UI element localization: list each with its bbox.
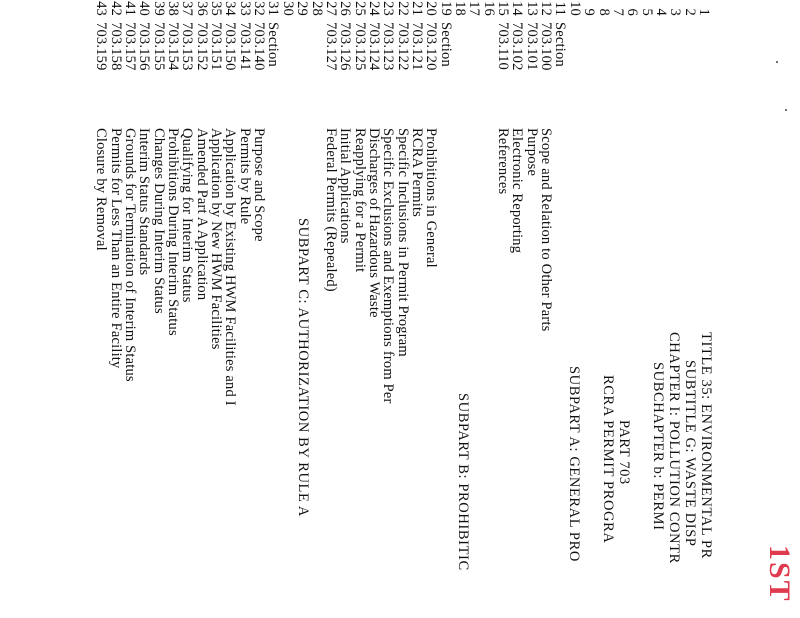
section-title: Initial Applications — [337, 128, 354, 244]
line-number: 19 — [437, 1, 454, 16]
line-number: 37 — [179, 1, 196, 16]
section-title: Application by New HWM Facilities — [208, 128, 225, 350]
section-number: 703.141 — [236, 22, 253, 71]
line-number: 22 — [394, 1, 411, 16]
section-number: 703.101 — [523, 22, 540, 71]
section-number: 703.121 — [409, 22, 425, 71]
first-notice-stamp: 1ST — [763, 545, 796, 603]
section-number: 703.122 — [394, 22, 411, 71]
document-line — [581, 0, 597, 618]
document-line — [208, 0, 224, 618]
section-number: Section — [552, 22, 569, 67]
line-number: 43 — [93, 1, 110, 16]
section-number: 703.157 — [122, 22, 138, 71]
title-heading: TITLE 35: ENVIRONMENTAL PR — [698, 332, 714, 559]
document-line — [194, 0, 210, 618]
line-number: 24 — [365, 1, 382, 16]
document-line — [481, 0, 497, 618]
section-title: Specific Inclusions in Permit Program — [394, 128, 411, 357]
chapter-heading: CHAPTER I: POLLUTION CONTR — [666, 332, 682, 564]
section-number: 703.123 — [380, 22, 397, 71]
line-number: 7 — [609, 8, 626, 16]
line-number: 39 — [150, 1, 167, 16]
section-title: Federal Permits (Repealed) — [322, 128, 339, 292]
document-line — [136, 0, 152, 618]
line-number: 5 — [638, 8, 655, 16]
part-number-heading: PART 703 — [616, 420, 632, 485]
document-line — [495, 0, 511, 618]
line-number: 31 — [265, 1, 282, 16]
section-title: Grounds for Termination of Interim Status — [122, 128, 138, 382]
section-title: Interim Status Standards — [136, 128, 153, 276]
section-title: References — [495, 128, 512, 195]
document-line — [352, 0, 368, 618]
section-title: Application by Existing HWM Facilities and I — [222, 128, 239, 406]
section-title: RCRA Permits — [409, 128, 425, 218]
line-number: 6 — [624, 8, 641, 16]
line-number: 26 — [337, 1, 354, 16]
document-line — [395, 0, 411, 618]
section-title: Electronic Reporting — [509, 128, 526, 254]
subpart-b-heading: SUBPART B: PROHIBITIC — [455, 393, 471, 571]
line-number: 11 — [552, 1, 569, 16]
document-line — [538, 0, 554, 618]
document-line — [696, 0, 712, 618]
line-number: 14 — [509, 1, 526, 16]
section-number: 703.125 — [351, 22, 368, 71]
section-number: 703.159 — [93, 22, 110, 71]
section-number: 703.154 — [165, 22, 182, 71]
document-line — [366, 0, 382, 618]
document-line — [309, 0, 325, 618]
section-number: 703.156 — [136, 22, 153, 71]
line-number: 29 — [294, 1, 311, 16]
subpart-c-heading: SUBPART C: AUTHORIZATION BY RULE A — [295, 218, 311, 517]
line-number: 4 — [652, 8, 669, 16]
scan-speck — [785, 109, 787, 111]
document-line — [653, 0, 669, 618]
section-number: 703.102 — [509, 22, 526, 71]
section-number: 703.127 — [322, 22, 339, 71]
document-line — [151, 0, 167, 618]
section-number: 703.110 — [495, 22, 512, 70]
document-line — [380, 0, 396, 618]
section-number: 703.150 — [222, 22, 239, 71]
line-number: 42 — [107, 1, 124, 16]
document-line — [108, 0, 124, 618]
section-title: Changes During Interim Status — [150, 128, 167, 314]
document-line — [667, 0, 683, 618]
document-line — [122, 0, 138, 618]
line-number: 41 — [122, 1, 138, 16]
part-name-heading: RCRA PERMIT PROGRA — [600, 375, 616, 544]
document-line — [165, 0, 181, 618]
line-number: 9 — [581, 8, 598, 16]
line-number: 3 — [667, 8, 684, 16]
document-line — [237, 0, 253, 618]
subtitle-heading: SUBTITLE G: WASTE DISP — [682, 360, 698, 547]
line-number: 34 — [222, 1, 239, 16]
document-line — [596, 0, 612, 618]
line-number: 10 — [566, 1, 583, 16]
section-title: Discharges of Hazardous Waste — [365, 128, 382, 318]
section-title: Amended Part A Application — [193, 128, 210, 301]
document-line — [251, 0, 267, 618]
document-line — [294, 0, 310, 618]
section-title: Qualifying for Interim Status — [179, 128, 196, 303]
section-title: Purpose — [523, 128, 540, 177]
line-number: 18 — [452, 1, 469, 16]
line-number: 2 — [681, 8, 698, 16]
section-number: Section — [437, 22, 454, 67]
line-number: 8 — [595, 8, 612, 16]
document-line — [323, 0, 339, 618]
section-number: 703.124 — [365, 22, 382, 71]
section-title: Prohibitions in General — [423, 128, 440, 268]
document-line — [624, 0, 640, 618]
line-number: 15 — [495, 1, 512, 16]
section-title: Permits for Less Than an Entire Facility — [107, 128, 124, 369]
document-line — [639, 0, 655, 618]
line-number: 36 — [193, 1, 210, 16]
line-number: 21 — [409, 1, 425, 16]
document-line — [179, 0, 195, 618]
line-number: 17 — [466, 1, 483, 16]
section-number: Section — [265, 22, 282, 67]
section-title: Specific Exclusions and Exemptions from Per — [380, 128, 397, 404]
document-line — [524, 0, 540, 618]
document-line — [266, 0, 282, 618]
section-number: 703.100 — [538, 22, 555, 71]
document-line — [466, 0, 482, 618]
document-line — [423, 0, 439, 618]
section-title: Purpose and Scope — [251, 128, 268, 242]
document-line — [509, 0, 525, 618]
section-number: 703.152 — [193, 22, 210, 71]
section-number: 703.155 — [150, 22, 167, 71]
document-line — [567, 0, 583, 618]
line-number: 38 — [165, 1, 182, 16]
subpart-a-heading: SUBPART A: GENERAL PRO — [566, 366, 582, 562]
document-line — [610, 0, 626, 618]
section-title: Closure by Removal — [93, 128, 110, 251]
document-line — [409, 0, 425, 618]
subchapter-heading: SUBCHAPTER b: PERMI — [650, 362, 666, 531]
document-line — [93, 0, 109, 618]
section-title: Permits by Rule — [236, 128, 253, 225]
section-title: Reapplying for a Permit — [351, 128, 368, 273]
document-line — [553, 0, 569, 618]
document-line — [438, 0, 454, 618]
line-number: 32 — [251, 1, 268, 16]
section-title: Scope and Relation to Other Parts — [538, 128, 555, 332]
line-number: 16 — [480, 1, 497, 16]
document-line — [222, 0, 238, 618]
line-number: 30 — [279, 1, 296, 16]
document-line — [280, 0, 296, 618]
line-number: 20 — [423, 1, 440, 16]
line-number: 33 — [236, 1, 253, 16]
section-number: 703.151 — [208, 22, 225, 71]
line-number: 40 — [136, 1, 153, 16]
line-number: 28 — [308, 1, 325, 16]
line-number: 23 — [380, 1, 397, 16]
section-number: 703.140 — [251, 22, 268, 71]
document-line — [682, 0, 698, 618]
section-number: 703.126 — [337, 22, 354, 71]
section-number: 703.120 — [423, 22, 440, 71]
line-number: 12 — [538, 1, 555, 16]
line-number: 27 — [322, 1, 339, 16]
document-line — [452, 0, 468, 618]
scan-speck — [776, 61, 778, 63]
section-number: 703.153 — [179, 22, 196, 71]
line-number: 35 — [208, 1, 225, 16]
line-number: 25 — [351, 1, 368, 16]
line-number: 13 — [523, 1, 540, 16]
line-number: 1 — [696, 8, 712, 16]
document-line — [337, 0, 353, 618]
section-title: Prohibitions During Interim Status — [165, 128, 182, 336]
section-number: 703.158 — [107, 22, 124, 71]
